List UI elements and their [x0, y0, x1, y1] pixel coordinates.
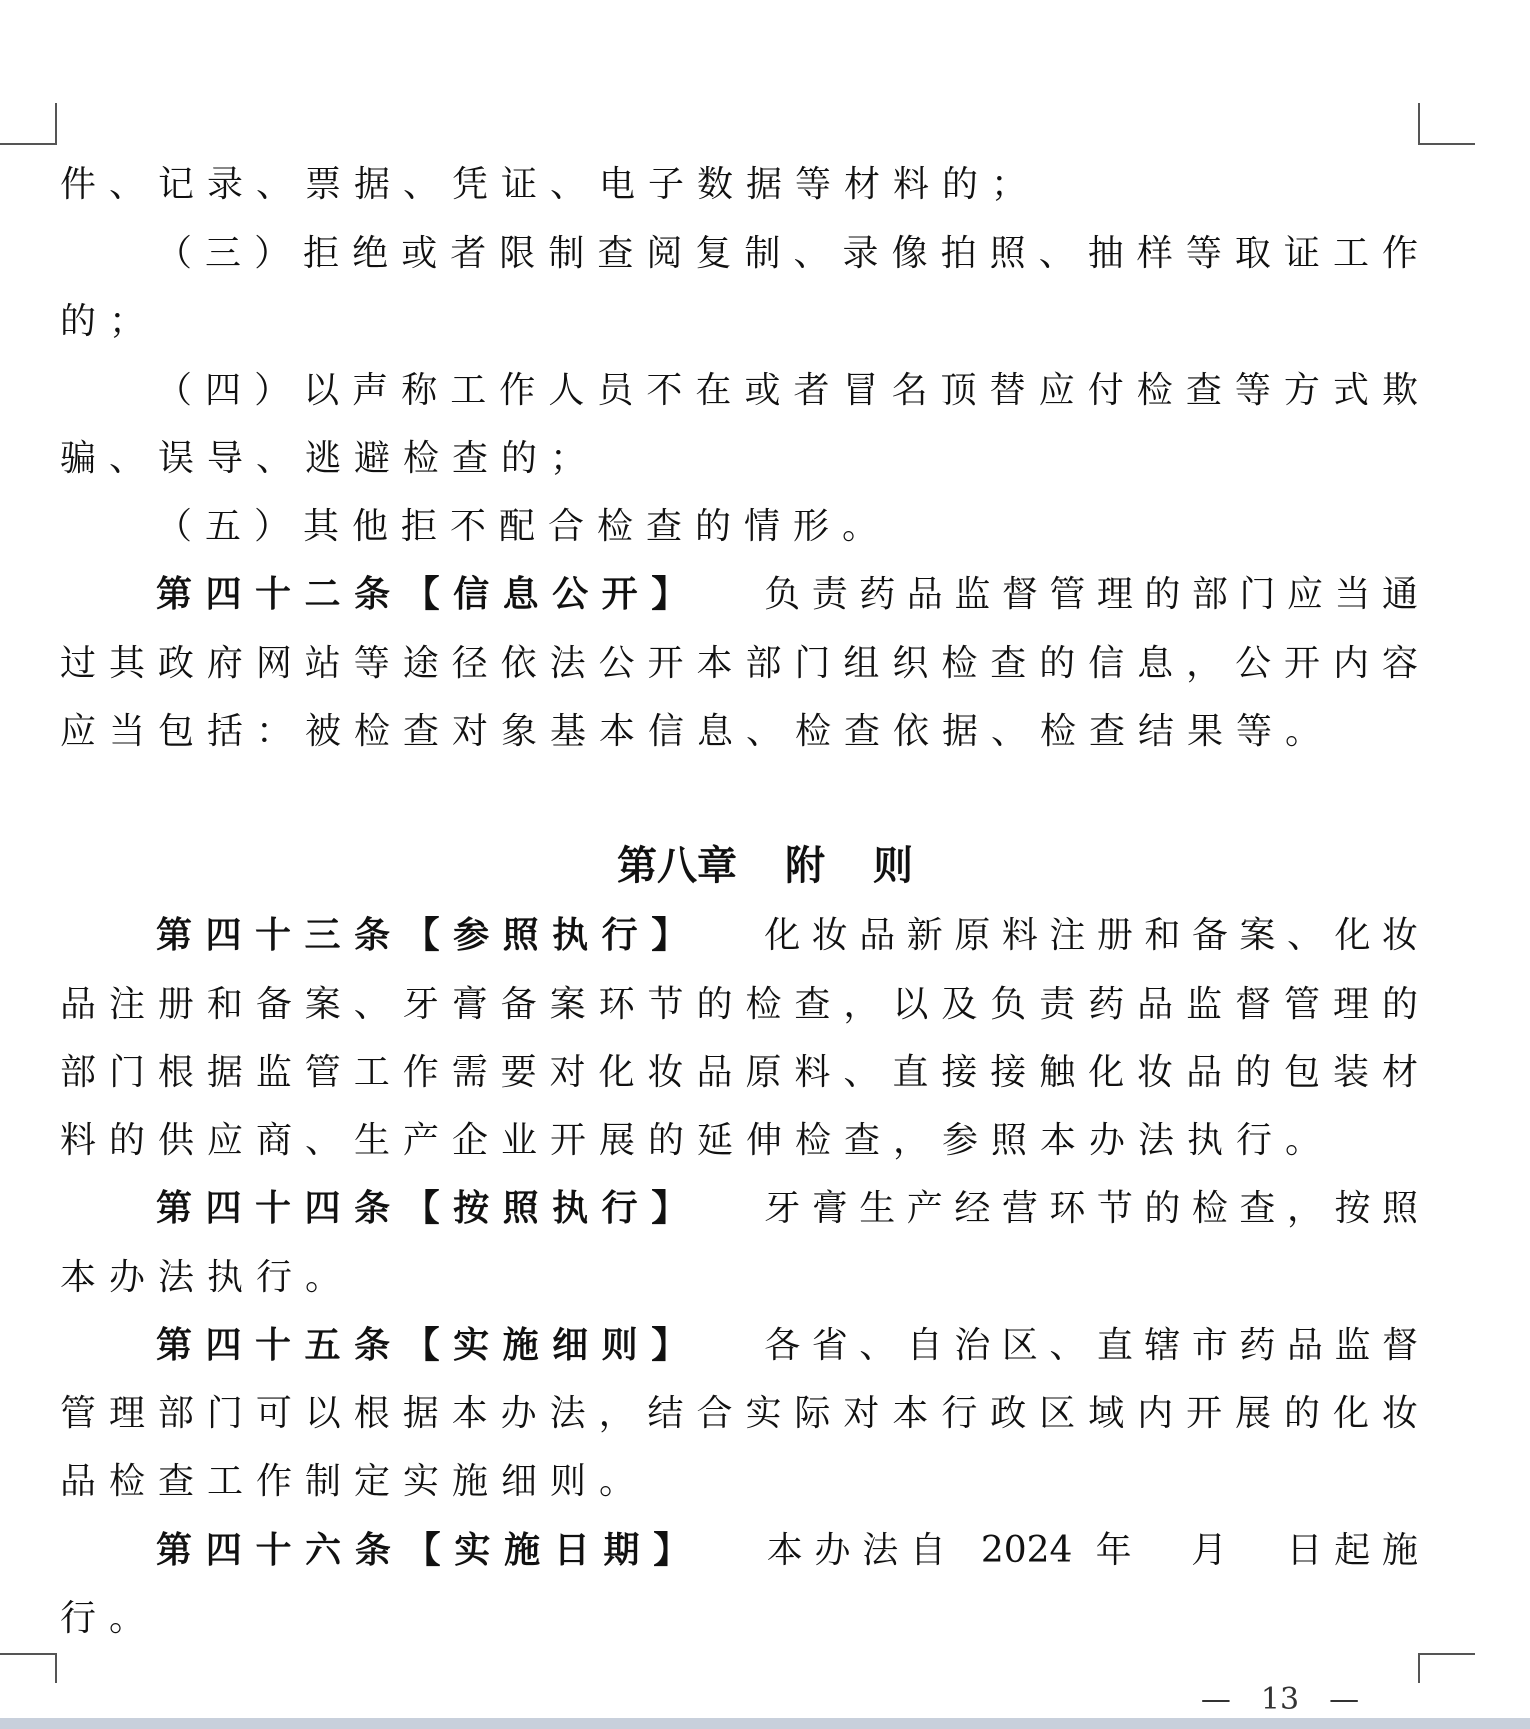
- article-45-first-line: [60, 1316, 1418, 1376]
- page-number: — 13 —: [1200, 1682, 1360, 1717]
- chapter-name-char: 则: [873, 843, 913, 889]
- article-43-line: 部门根据监管工作需要对化妆品原料、直接接触化妆品的包装材: [60, 1052, 1418, 1093]
- article-44-first-line: [60, 1179, 1418, 1239]
- article-46-first-line: [60, 1521, 1418, 1581]
- article-45-text: 各省、自治区、直辖市药品监督: [752, 1325, 1418, 1366]
- chapter-number: 第八章: [617, 843, 737, 889]
- clause-5-line: （五）其他拒不配合检查的情形。: [156, 506, 892, 547]
- clause-3-line: （三）拒绝或者限制查阅复制、录像拍照、抽样等取证工作: [156, 233, 1418, 274]
- chapter-title: [0, 836, 1530, 896]
- crop-mark-bottom-left: [0, 1653, 57, 1683]
- article-44-line: 本办法执行。: [60, 1257, 355, 1298]
- article-43-line: 料的供应商、生产企业开展的延伸检查，参照本办法执行。: [60, 1120, 1335, 1161]
- article-44-text: 牙膏生产经营环节的检查，按照: [752, 1188, 1418, 1229]
- article-45-heading: 第四十五条【实施细则】: [156, 1325, 701, 1366]
- body-line: 骗、误导、逃避检查的；: [60, 438, 600, 479]
- crop-mark-top-left: [0, 103, 57, 145]
- article-43-first-line: [60, 906, 1418, 966]
- body-line: 的；: [60, 301, 159, 342]
- crop-mark-bottom-right: [1418, 1653, 1475, 1683]
- article-46-line: 行。: [60, 1598, 159, 1639]
- article-45-line: 品检查工作制定实施细则。: [60, 1461, 649, 1502]
- article-42-first-line: [60, 565, 1418, 625]
- crop-mark-top-right: [1418, 103, 1475, 145]
- article-43-text: 化妆品新原料注册和备案、化妆: [752, 915, 1418, 956]
- window-bottom-edge: [0, 1718, 1530, 1729]
- chapter-name-char: 附: [785, 843, 825, 889]
- article-42-text: 负责药品监督管理的部门应当通: [752, 574, 1418, 615]
- article-45-line: 管理部门可以根据本办法，结合实际对本行政区域内开展的化妆: [60, 1393, 1418, 1434]
- article-46-heading: 第四十六条【实施日期】: [156, 1530, 704, 1571]
- article-43-line: 品注册和备案、牙膏备案环节的检查，以及负责药品监督管理的: [60, 984, 1418, 1025]
- article-44-heading: 第四十四条【按照执行】: [156, 1188, 701, 1229]
- article-42-line: 应当包括：被检查对象基本信息、检查依据、检查结果等。: [60, 711, 1335, 752]
- article-46-text: 本办法自 2024 年 月 日起施: [755, 1530, 1418, 1571]
- article-42-line: 过其政府网站等途径依法公开本部门组织检查的信息，公开内容: [60, 643, 1418, 684]
- body-line: 件、记录、票据、凭证、电子数据等材料的；: [60, 164, 1041, 205]
- article-43-heading: 第四十三条【参照执行】: [156, 915, 701, 956]
- clause-4-line: （四）以声称工作人员不在或者冒名顶替应付检查等方式欺: [156, 370, 1418, 411]
- article-42-heading: 第四十二条【信息公开】: [156, 574, 701, 615]
